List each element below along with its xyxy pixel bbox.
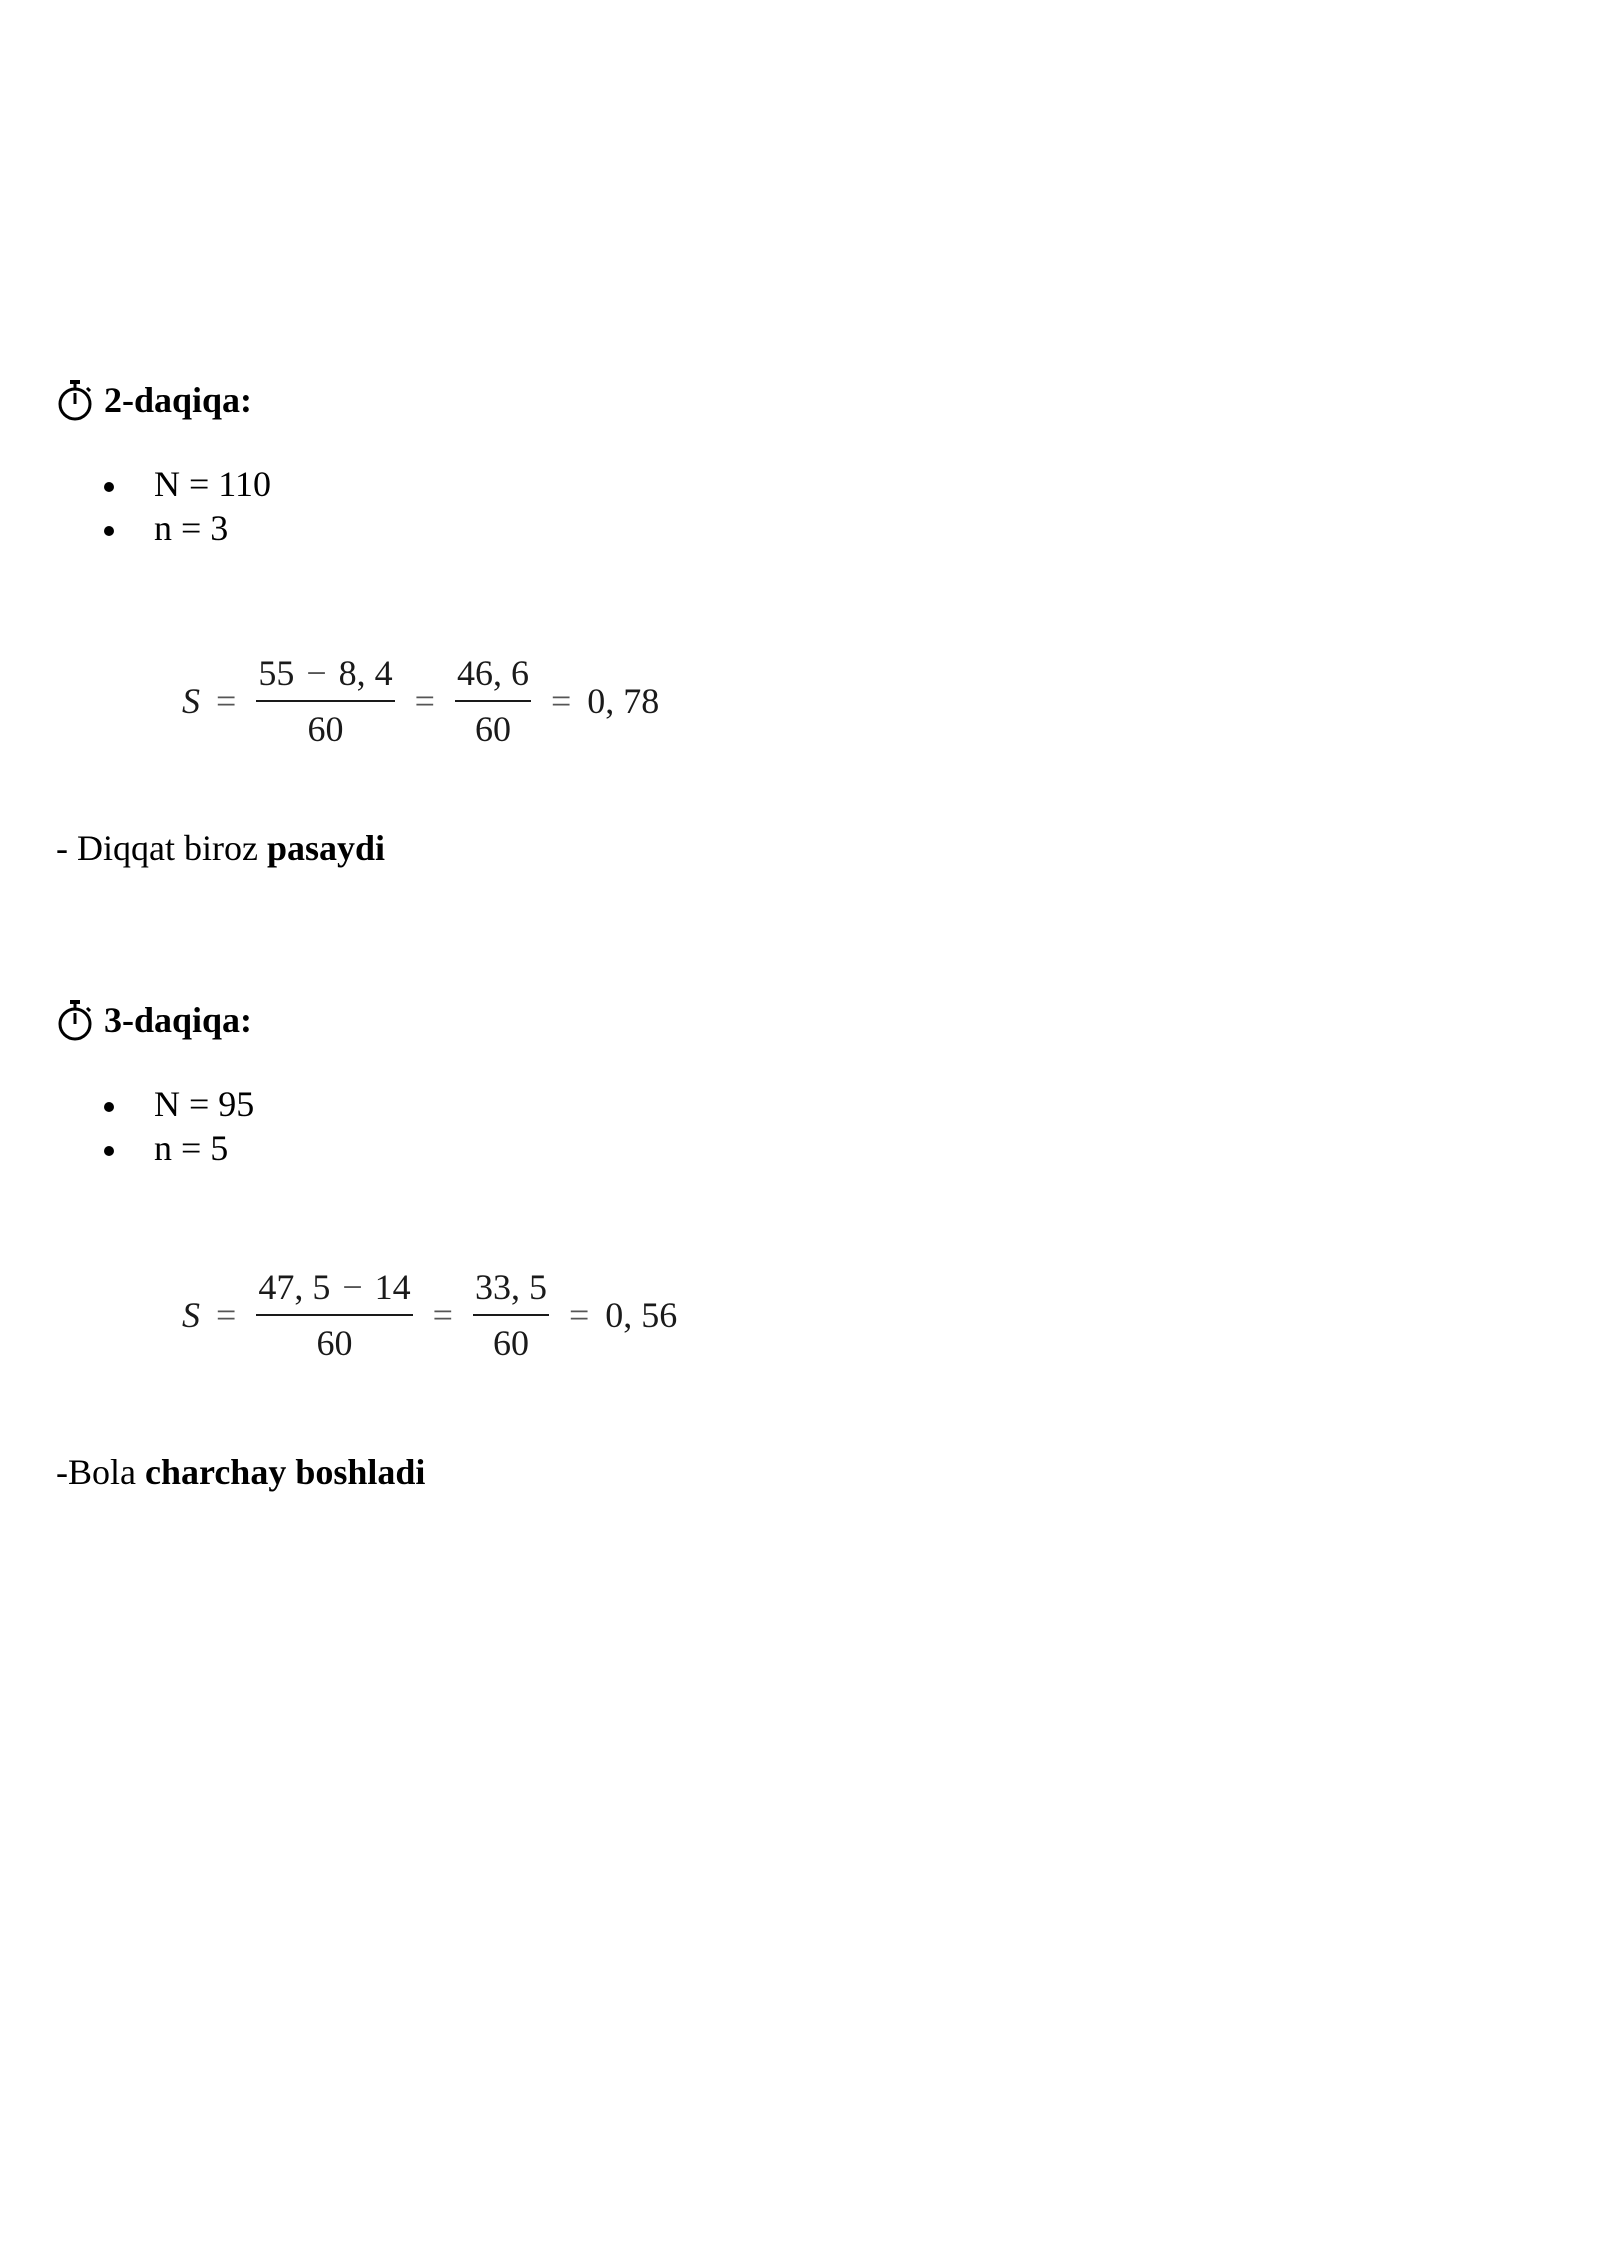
- equation-minute-2: S = $\frac{55 - 8, 4}{60}$ = $\frac{46, 6}{60}$ = 0, 78: [182, 653, 660, 749]
- list-item: N = 110: [56, 462, 1536, 506]
- observation-note: -Bola charchay boshladi: [56, 1452, 426, 1492]
- equation-lhs: S: [182, 1295, 200, 1335]
- fraction: $\frac{33, 5}{60}$: [474, 1267, 547, 1363]
- stopwatch-icon: [56, 378, 94, 422]
- section-heading: [56, 998, 1536, 1042]
- heading-text: 3-daqiqa:: [104, 1000, 253, 1040]
- fraction: $\frac{55 - 8, 4}{60}$: [258, 653, 393, 749]
- variable-list: [56, 462, 1536, 550]
- observation-note: - Diqqat biroz pasaydi: [56, 828, 385, 868]
- section-minute-2: [56, 378, 1536, 550]
- fraction: $\frac{47, 5 - 14}{60}$: [258, 1267, 411, 1363]
- equation-lhs: S: [182, 681, 200, 721]
- section-heading: [56, 378, 1536, 422]
- stopwatch-icon: [56, 998, 94, 1042]
- section-minute-3: [56, 998, 1536, 1170]
- list-item: n = 3: [56, 506, 1536, 550]
- list-item: n = 5: [56, 1126, 1536, 1170]
- equation-result: 0, 78: [587, 681, 660, 721]
- list-item: N = 95: [56, 1082, 1536, 1126]
- equation-minute-3: S = $\frac{47, 5 - 14}{60}$ = $\frac{33, 5}{60}$ = 0, 56: [182, 1267, 678, 1363]
- equation-result: 0, 56: [605, 1295, 678, 1335]
- variable-list: [56, 1082, 1536, 1170]
- fraction: $\frac{46, 6}{60}$: [456, 653, 529, 749]
- heading-text: 2-daqiqa:: [104, 380, 253, 420]
